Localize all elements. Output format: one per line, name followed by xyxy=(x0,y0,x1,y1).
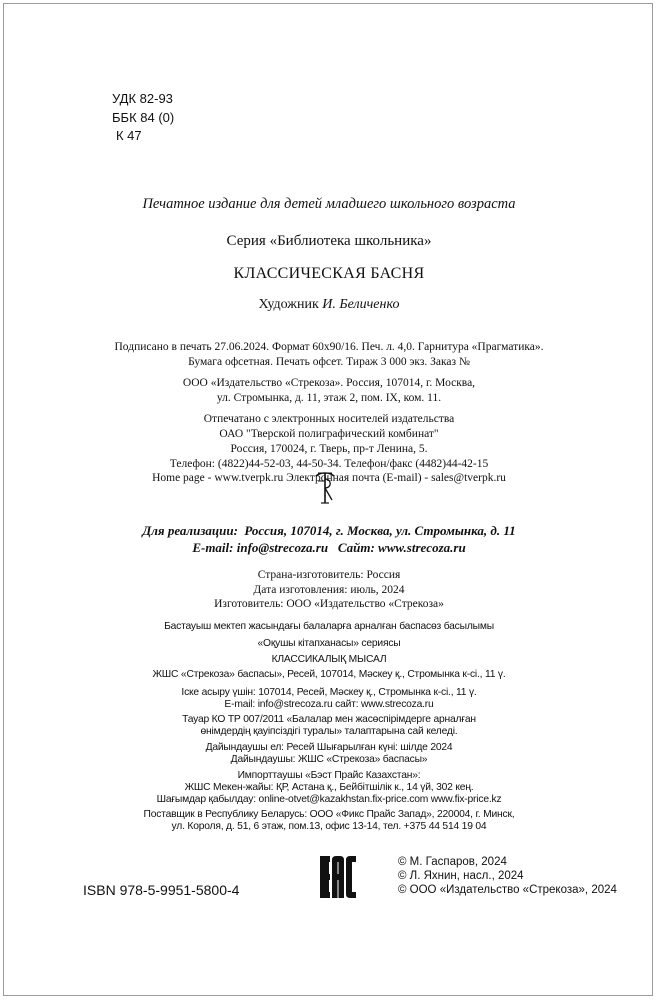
copyright-author: © М. Гаспаров, 2024 xyxy=(398,856,507,868)
manufacturer-date: Дата изготовления: июль, 2024 xyxy=(253,584,405,596)
print-info-line-1: Подписано в печать 27.06.2024. Формат 60х90/16. Печ. л. 4,0. Гарнитура «Прагматика». xyxy=(114,341,544,353)
kz-series: «Оқушы кітапханасы» сериясы xyxy=(257,638,401,649)
eac-mark-icon xyxy=(320,856,356,898)
kz-importer-1: Импорттаушы «Бэст Прайс Казахстан»: xyxy=(237,770,421,781)
series-title: Серия «Библиотека школьника» xyxy=(226,233,432,249)
email-link[interactable]: info@strecoza.ru xyxy=(236,540,329,555)
by-supplier-1: Поставщик в Республику Беларусь: ООО «Фикс Прайс Запад», 220004, г. Минск, xyxy=(143,809,515,820)
printer-line-3: Россия, 170024, г. Тверь, пр-т Ленина, 5. xyxy=(230,443,428,455)
sales-label: Для реализации: xyxy=(142,523,238,538)
kz-origin-1: Дайындаушы ел: Ресей Шығарылған күні: шілде 2024 xyxy=(205,742,453,753)
udk-code: УДК 82-93 xyxy=(112,91,173,106)
printer-line-4: Телефон: (4822)44-52-03, 44-50-34. Телефон/факс (4482)44-42-15 xyxy=(169,458,489,470)
sales-contacts xyxy=(0,540,658,556)
site-link[interactable]: www.strecoza.ru xyxy=(378,540,466,555)
sales-address xyxy=(0,523,658,539)
by-supplier-2: ул. Короля, д. 51, 6 этаж, пом.13, офис 13-14, тел. +375 44 514 19 04 xyxy=(171,821,487,832)
kz-standard-1: Тауар КО ТР 007/2011 «Балалар мен жасөспірімдерге арналған xyxy=(182,714,476,725)
print-info-line-2: Бумага офсетная. Печать офсет. Тираж 3 000 экз. Заказ № xyxy=(188,356,470,368)
email-label: E-mail: xyxy=(192,540,234,555)
kz-publisher: ЖШС «Стрекоза» баспасы», Ресей, 107014, Мәскеу қ., Стромынка к-сі., 11 ү. xyxy=(152,669,506,680)
site-label: Сайт: xyxy=(337,540,375,555)
printer-line-1: Отпечатано с электронных носителей издательства xyxy=(203,413,455,425)
bbk-code: ББК 84 (0) xyxy=(112,110,175,125)
audience-note: Печатное издание для детей младшего школьного возраста xyxy=(142,196,516,212)
copyright-heir: © Л. Яхнин, насл., 2024 xyxy=(398,870,524,882)
printer-line-2: ОАО "Тверской полиграфический комбинат" xyxy=(219,428,439,440)
sales-value: Россия, 107014, г. Москва, ул. Стромынка, д. 11 xyxy=(244,523,516,538)
kz-audience-note: Бастауыш мектеп жасындағы балаларға арналған баспасөз басылымы xyxy=(164,621,494,632)
artist-line xyxy=(0,297,658,313)
publisher-line-1: ООО «Издательство «Стрекоза». Россия, 107014, г. Москва, xyxy=(182,377,476,389)
kz-sales-2: E-mail: info@strecoza.ru сайт: www.strecoza.ru xyxy=(224,699,434,710)
isbn: ISBN 978-5-9951-5800-4 xyxy=(83,882,240,898)
kz-importer-3: Шағымдар қабылдау: online-otvet@kazakhstan.fix-price.com www.fix-price.kz xyxy=(156,794,502,805)
printer-line-5: Home page - www.tverpk.ru Электронная почта (E-mail) - sales@tverpk.ru xyxy=(152,472,506,484)
manufacturer-name: Изготовитель: ООО «Издательство «Стрекоза» xyxy=(214,598,444,610)
kz-sales-1: Іске асыру үшін: 107014, Ресей, Мәскеу қ., Стромынка к-сі., 11 ү. xyxy=(181,687,477,698)
kz-origin-2: Дайындаушы: ЖШС «Стрекоза» баспасы» xyxy=(230,754,428,765)
kz-title: КЛАССИКАЛЫҚ МЫСАЛ xyxy=(271,654,387,665)
author-mark: К 47 xyxy=(116,128,142,143)
kz-standard-2: өнімдердің қауіпсіздігі туралы» талаптарына сай келеді. xyxy=(200,726,458,737)
publisher-line-2: ул. Стромынка, д. 11, этаж 2, пом. IX, ком. 11. xyxy=(216,392,442,404)
manufacturer-country: Страна-изготовитель: Россия xyxy=(257,569,401,581)
printer-logo-icon xyxy=(312,469,338,505)
artist-name: И. Беличенко xyxy=(322,297,400,312)
book-title: КЛАССИЧЕСКАЯ БАСНЯ xyxy=(233,265,425,282)
kz-importer-2: ЖШС Мекен-жайы: ҚР, Астана қ., Бейбітшілік к., 14 үй, 302 кең. xyxy=(184,782,474,793)
copyright-publisher: © ООО «Издательство «Стрекоза», 2024 xyxy=(398,884,617,896)
artist-prefix: Художник xyxy=(258,297,323,312)
